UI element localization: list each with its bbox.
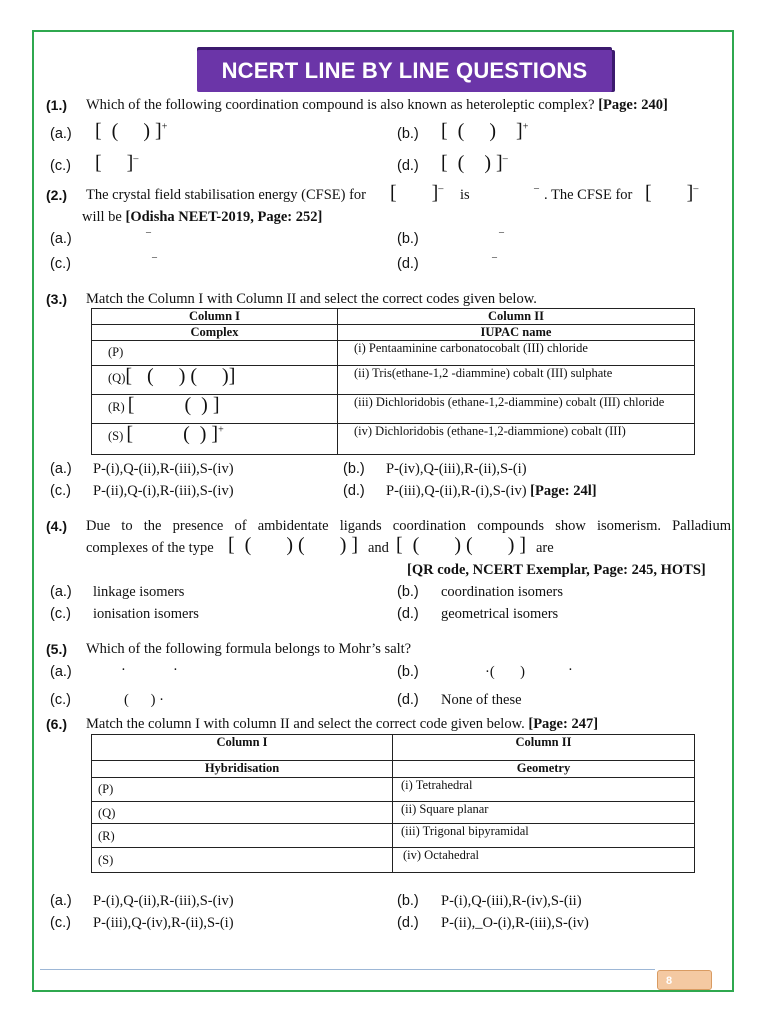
charge: – <box>492 252 497 263</box>
footer-divider <box>40 969 655 970</box>
page-number-badge: 8 <box>657 970 712 990</box>
page-reference: [Page: 247] <box>528 716 599 732</box>
option-label[interactable]: (d.) <box>343 483 365 499</box>
formula-placeholder <box>126 423 223 445</box>
option-label[interactable]: (b.) <box>397 126 419 142</box>
bracket: ] <box>212 394 220 416</box>
bracket: [ <box>441 120 448 142</box>
paren: ( <box>147 365 154 387</box>
formula-dot: · <box>121 662 126 678</box>
question-number: (2.) <box>46 187 67 203</box>
page-reference: [Odisha NEET-2019, Page: 252] <box>125 209 323 225</box>
formula-placeholder <box>396 535 526 555</box>
option-label[interactable]: (a.) <box>50 126 72 142</box>
row-label: (S) <box>108 429 124 443</box>
formula-placeholder <box>390 183 443 203</box>
formula-placeholder <box>128 394 220 416</box>
bracket: [ <box>390 182 397 204</box>
page-reference: [Page: 240] <box>598 97 668 113</box>
table-subheader: Geometry <box>393 761 695 778</box>
bracket: ] <box>431 182 439 204</box>
paren: ) <box>201 394 208 416</box>
row-label: (Q) <box>108 371 126 385</box>
paren: ( <box>244 534 252 556</box>
option-label[interactable]: (c.) <box>50 692 71 708</box>
option-text: coordination isomers <box>441 584 564 600</box>
formula-dot: · <box>173 662 178 678</box>
paren: ( <box>298 534 305 556</box>
table-cell: (ii) Square planar <box>393 802 695 824</box>
bracket: [ <box>127 394 135 416</box>
option-text: None of these <box>441 692 522 708</box>
bracket: [ <box>228 534 235 556</box>
option-label[interactable]: (c.) <box>50 606 71 622</box>
paren: ) <box>520 664 525 680</box>
table-cell: (S) <box>92 848 393 873</box>
table-header: Column I <box>92 309 338 325</box>
table-cell: (iv) Dichloridobis (ethane-1,2-diammione) cobalt (III) <box>338 424 695 455</box>
option-text: P-(ii),Q-(i),R-(iii),S-(iv) <box>93 483 234 499</box>
charge: – <box>534 183 539 194</box>
table-row <box>92 802 695 824</box>
option-text: P-(iii),Q-(iv),R-(ii),S-(i) <box>93 915 234 931</box>
table-cell <box>92 424 338 455</box>
option-label[interactable]: (c.) <box>50 915 71 931</box>
bracket: ] <box>496 152 503 174</box>
paren: ( <box>190 365 198 387</box>
question-text: . The CFSE for <box>544 187 633 203</box>
table-cell: (P) <box>92 341 338 366</box>
formula-placeholder <box>441 153 508 173</box>
table-cell: (ii) Tris(ethane-1,2 -diammine) cobalt (III) sulphate <box>338 366 695 395</box>
bracket: [ <box>95 152 102 174</box>
question-text: Due to the presence of ambidentate ligands coordination compounds show isomerism. Palladium <box>86 518 731 534</box>
paren: ( <box>184 394 192 416</box>
question-text: The crystal field stabilisation energy (CFSE) for <box>86 187 367 203</box>
option-label[interactable]: (b.) <box>397 664 419 680</box>
formula-dot: · <box>159 692 164 708</box>
option-label[interactable]: (a.) <box>50 461 72 477</box>
bracket: ] <box>228 365 236 387</box>
option-label[interactable]: (b.) <box>397 231 419 247</box>
option-text: P-(ii),_O-(i),R-(iii),S-(iv) <box>441 915 589 931</box>
formula-placeholder <box>645 183 698 203</box>
table-header: Column II <box>338 309 695 325</box>
charge: + <box>218 424 224 436</box>
formula-placeholder <box>441 121 528 141</box>
charge: – <box>438 183 444 195</box>
table-header: Column I <box>92 735 393 761</box>
formula-placeholder <box>125 365 235 387</box>
table-row <box>92 778 695 802</box>
paren: ) <box>178 365 186 387</box>
table-subheader: Complex <box>92 325 338 341</box>
table-cell: (iii) Trigonal bipyramidal <box>393 824 695 848</box>
formula-placeholder <box>228 535 358 555</box>
question-text: is <box>460 187 470 203</box>
match-table <box>91 734 695 873</box>
option-label[interactable]: (b.) <box>397 584 419 600</box>
table-row <box>92 848 695 873</box>
option-text: geometrical isomers <box>441 606 559 622</box>
option-label[interactable]: (d.) <box>397 915 419 931</box>
table-row <box>92 395 695 424</box>
paren: ) <box>222 365 229 387</box>
table-cell: (iv) Octahedral <box>393 848 695 873</box>
paren: ) <box>507 534 515 556</box>
table-cell: (iii) Dichloridobis (ethane-1,2-diammine) cobalt (III) chloride <box>338 395 695 424</box>
option-label[interactable]: (a.) <box>50 893 72 909</box>
bracket: ] <box>126 152 134 174</box>
table-row <box>92 341 695 366</box>
table-row <box>92 424 695 455</box>
formula-placeholder <box>124 692 164 709</box>
table-cell: (i) Pentaaminine carbonatocobalt (III) chloride <box>338 341 695 366</box>
table-cell: (Q) <box>92 802 393 824</box>
formula-placeholder <box>95 121 167 141</box>
option-label[interactable]: (a.) <box>50 584 72 600</box>
question-text: are <box>536 540 554 556</box>
paren: ( <box>466 534 473 556</box>
option-label[interactable]: (d.) <box>397 158 419 174</box>
paren: ( <box>489 664 495 680</box>
page-reference: [QR code, NCERT Exemplar, Page: 245, HOTS] <box>407 562 706 578</box>
question-number: (5.) <box>46 641 67 657</box>
charge: – <box>133 153 139 165</box>
table-row <box>92 366 695 395</box>
paren: ) <box>489 120 497 142</box>
question-text: complexes of the type <box>86 540 214 556</box>
option-label[interactable]: (c.) <box>50 256 71 272</box>
question-number: (3.) <box>46 291 67 307</box>
formula-dot: · <box>485 664 490 680</box>
table-cell <box>92 366 338 395</box>
question-number: (6.) <box>46 716 67 732</box>
table-subheader: Hybridisation <box>92 761 393 778</box>
table-cell: (R) <box>92 824 393 848</box>
bracket: [ <box>396 534 403 556</box>
paren: ( <box>457 152 465 174</box>
row-label: (R) <box>108 400 125 414</box>
question-number: (4.) <box>46 518 67 534</box>
question-text <box>82 209 322 226</box>
table-cell: (P) <box>92 778 393 802</box>
charge: + <box>161 121 168 133</box>
option-text: linkage isomers <box>93 584 185 600</box>
table-subheader: IUPAC name <box>338 325 695 341</box>
paren: ) <box>150 692 156 708</box>
question-text: Which of the following formula belongs to Mohr’s salt? <box>86 641 412 657</box>
question-text <box>86 97 668 114</box>
charge: – <box>499 227 504 238</box>
option-label[interactable]: (c.) <box>50 483 71 499</box>
charge: – <box>502 153 508 165</box>
option-text: P-(iv),Q-(iii),R-(ii),S-(i) <box>386 461 527 477</box>
question-text <box>86 716 598 733</box>
question-text-body: Which of the following coordination compound is also known as heteroleptic complex? <box>86 97 595 113</box>
bracket: [ <box>95 120 102 142</box>
formula-dot: · <box>568 662 573 678</box>
bracket: ] <box>519 534 527 556</box>
option-label[interactable]: (b.) <box>343 461 365 477</box>
formula-placeholder <box>95 153 138 173</box>
option-label[interactable]: (a.) <box>50 231 72 247</box>
bracket: [ <box>645 182 652 204</box>
table-cell <box>92 395 338 424</box>
formula-placeholder <box>485 664 525 681</box>
page-title-banner: NCERT LINE BY LINE QUESTIONS <box>197 50 612 92</box>
paren: ( <box>457 120 465 142</box>
paren: ( <box>111 120 119 142</box>
option-label[interactable]: (a.) <box>50 664 72 680</box>
paren: ) <box>339 534 347 556</box>
question-text-body: Match the column I with column II and select the correct code given below. <box>86 716 525 732</box>
match-table <box>91 308 695 455</box>
paren: ) <box>286 534 294 556</box>
option-text: P-(i),Q-(iii),R-(iv),S-(ii) <box>441 893 582 909</box>
charge: – <box>693 183 699 195</box>
option-label[interactable]: (c.) <box>50 158 71 174</box>
option-label[interactable]: (b.) <box>397 893 419 909</box>
charge: – <box>146 227 151 238</box>
option-text: ionisation isomers <box>93 606 199 622</box>
table-cell: (i) Tetrahedral <box>393 778 695 802</box>
question-text-body: will be <box>82 209 122 225</box>
option-label[interactable]: (d.) <box>397 606 419 622</box>
paren: ( <box>412 534 420 556</box>
bracket: [ <box>126 423 134 445</box>
option-text: P-(i),Q-(ii),R-(iii),S-(iv) <box>93 893 234 909</box>
bracket: ] <box>686 182 694 204</box>
paren: ) <box>484 152 492 174</box>
bracket: ] <box>155 120 162 142</box>
option-label[interactable]: (d.) <box>397 256 419 272</box>
question-text: and <box>368 540 389 556</box>
bracket: [ <box>441 152 448 174</box>
table-row <box>92 824 695 848</box>
paren: ( <box>183 423 190 445</box>
charge: + <box>522 121 529 133</box>
page-reference: [Page: 24l] <box>530 483 597 499</box>
bracket: ] <box>211 423 219 445</box>
table-header: Column II <box>393 735 695 761</box>
bracket: [ <box>125 365 133 387</box>
option-label[interactable]: (d.) <box>397 692 419 708</box>
charge: – <box>152 252 157 263</box>
paren: ( <box>124 692 129 708</box>
option-text-body: P-(iii),Q-(ii),R-(i),S-(iv) <box>386 483 527 499</box>
bracket: ] <box>351 534 359 556</box>
paren: ) <box>143 120 151 142</box>
paren: ) <box>454 534 462 556</box>
bracket: ] <box>516 120 523 142</box>
option-text: P-(i),Q-(ii),R-(iii),S-(iv) <box>93 461 234 477</box>
option-text <box>386 483 597 500</box>
question-number: (1.) <box>46 97 67 113</box>
question-text: Match the Column I with Column II and select the correct codes given below. <box>86 291 537 307</box>
paren: ) <box>199 423 207 445</box>
